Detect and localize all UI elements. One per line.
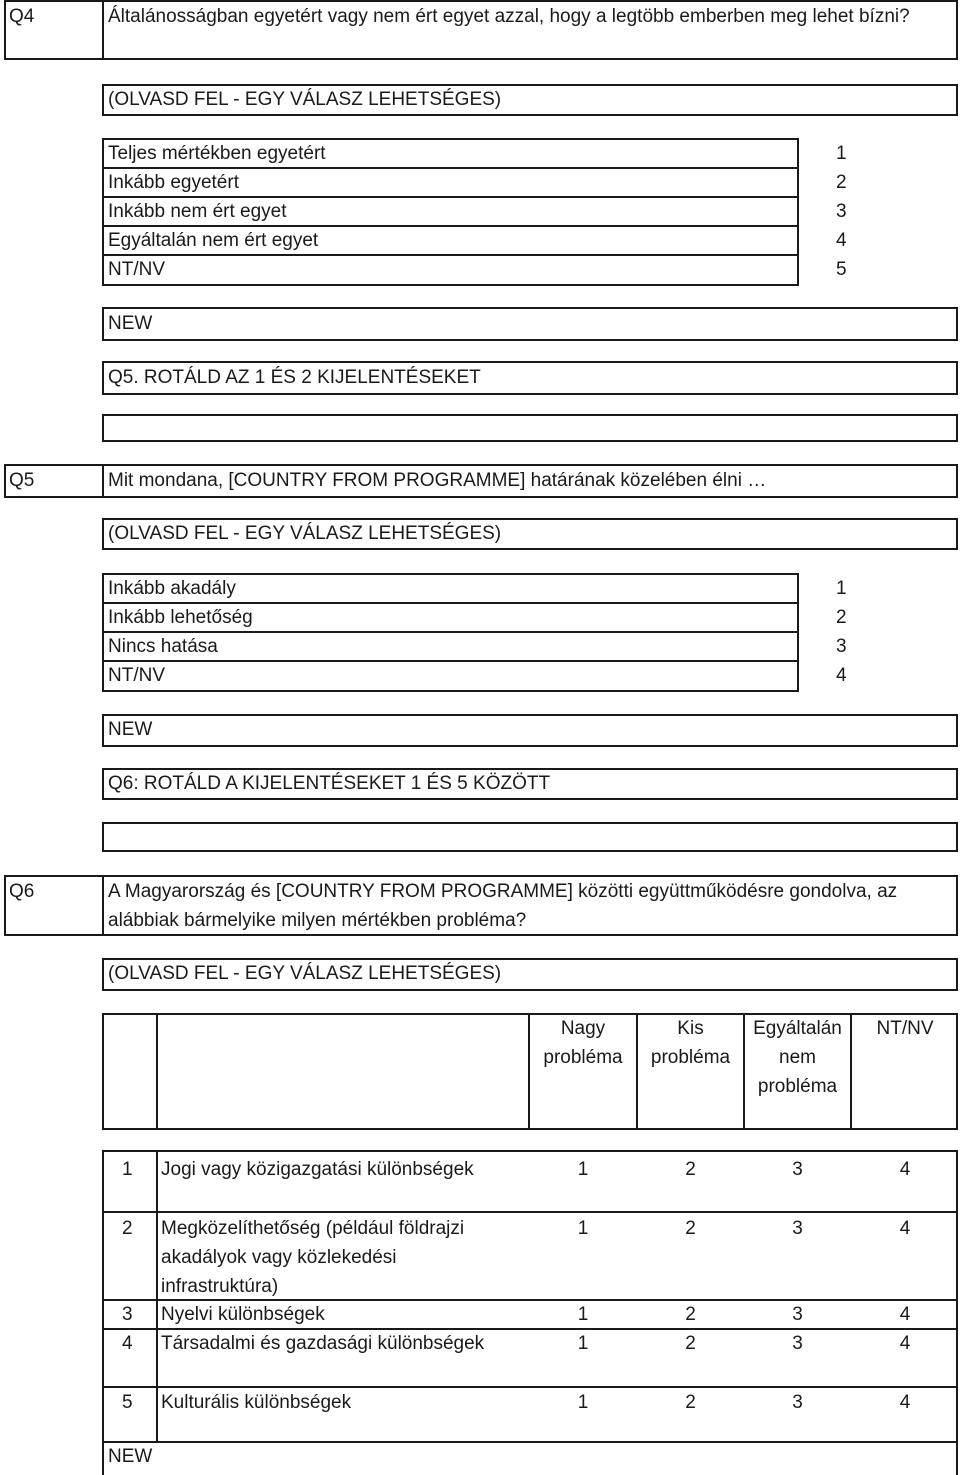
column-header-dk-na bbox=[852, 1014, 958, 1043]
row-number: 5 bbox=[122, 1392, 133, 1413]
answer-code: 4 bbox=[899, 1218, 911, 1239]
divider bbox=[156, 1150, 158, 1443]
q6-code: Q6 bbox=[9, 881, 35, 902]
row-number: 1 bbox=[122, 1159, 133, 1180]
row-label: infrastruktúra) bbox=[161, 1276, 279, 1297]
column-header-line: probléma bbox=[650, 1047, 731, 1068]
q5-option-code: 4 bbox=[836, 665, 847, 686]
row-number: 2 bbox=[122, 1218, 133, 1239]
q5-option-code: 2 bbox=[836, 607, 847, 628]
q4-code: Q4 bbox=[9, 6, 35, 27]
answer-code: 3 bbox=[792, 1159, 803, 1180]
column-header-no-problem bbox=[745, 1014, 850, 1101]
new-marker: NEW bbox=[108, 719, 153, 740]
row-label: Megközelíthetőség (például földrajzi bbox=[161, 1218, 465, 1239]
new-marker: NEW bbox=[108, 313, 153, 334]
q4-option-code: 5 bbox=[836, 259, 847, 280]
rotation-note-q6: Q6: ROTÁLD A KIJELENTÉSEKET 1 ÉS 5 KÖZÖTT bbox=[108, 773, 551, 794]
q6-question-line1: A Magyarország és [COUNTRY FROM PROGRAMME] közötti együttműködésre gondolva, az bbox=[108, 881, 898, 902]
q5-option-code: 1 bbox=[836, 578, 847, 599]
answer-code: 3 bbox=[792, 1304, 803, 1325]
row-label: Társadalmi és gazdasági különbségek bbox=[161, 1333, 485, 1354]
answer-code: 3 bbox=[792, 1392, 803, 1413]
q4-option-label: Inkább nem ért egyet bbox=[108, 201, 287, 222]
empty-cell bbox=[102, 822, 958, 852]
answer-code: 4 bbox=[899, 1304, 911, 1325]
column-header-line: Egyáltalán bbox=[753, 1018, 842, 1039]
answer-code: 1 bbox=[577, 1218, 589, 1239]
q6-instruction: (OLVASD FEL - EGY VÁLASZ LEHETSÉGES) bbox=[108, 963, 502, 984]
column-header-line: Kis bbox=[677, 1018, 704, 1039]
divider bbox=[156, 1013, 158, 1130]
q6-question-line2: alábbiak bármelyike milyen mértékben probléma? bbox=[108, 910, 527, 931]
q4-instruction: (OLVASD FEL - EGY VÁLASZ LEHETSÉGES) bbox=[108, 89, 502, 110]
q4-option-label: Inkább egyetért bbox=[108, 172, 239, 193]
answer-code: 2 bbox=[685, 1159, 696, 1180]
column-header-big-problem bbox=[530, 1014, 636, 1072]
answer-code: 2 bbox=[685, 1392, 696, 1413]
answer-code: 1 bbox=[577, 1392, 589, 1413]
q4-option-label: NT/NV bbox=[108, 259, 165, 280]
rotation-note-q5: Q5. ROTÁLD AZ 1 ÉS 2 KIJELENTÉSEKET bbox=[108, 367, 481, 388]
q4-option-code: 2 bbox=[836, 172, 847, 193]
q5-code: Q5 bbox=[9, 470, 35, 491]
q5-option-label: Nincs hatása bbox=[108, 636, 218, 657]
answer-code: 1 bbox=[577, 1333, 589, 1354]
q4-option-code: 4 bbox=[836, 230, 847, 251]
row-label: Nyelvi különbségek bbox=[161, 1304, 325, 1325]
answer-code: 4 bbox=[899, 1159, 911, 1180]
q5-option-label: Inkább lehetőség bbox=[108, 607, 253, 628]
column-header-line: nem bbox=[779, 1047, 816, 1068]
row-number: 4 bbox=[122, 1333, 133, 1354]
row-label: akadályok vagy közlekedési bbox=[161, 1247, 397, 1268]
answer-code: 3 bbox=[792, 1218, 803, 1239]
answer-code: 1 bbox=[577, 1159, 589, 1180]
answer-code: 1 bbox=[577, 1304, 589, 1325]
column-header-line: NT/NV bbox=[876, 1018, 934, 1039]
row-label: Jogi vagy közigazgatási különbségek bbox=[161, 1159, 474, 1180]
q4-option-code: 3 bbox=[836, 201, 847, 222]
answer-code: 2 bbox=[685, 1304, 696, 1325]
new-marker-cell bbox=[102, 714, 958, 747]
q5-option-label: NT/NV bbox=[108, 665, 165, 686]
q5-option-code: 3 bbox=[836, 636, 847, 657]
answer-code: 4 bbox=[899, 1392, 911, 1413]
answer-code: 2 bbox=[685, 1333, 696, 1354]
new-marker-cell bbox=[102, 307, 958, 341]
q5-instruction: (OLVASD FEL - EGY VÁLASZ LEHETSÉGES) bbox=[108, 523, 502, 544]
answer-code: 3 bbox=[792, 1333, 803, 1354]
column-header-line: probléma bbox=[543, 1047, 623, 1068]
q5-option-label: Inkább akadály bbox=[108, 578, 236, 599]
row-label: Kulturális különbségek bbox=[161, 1392, 352, 1413]
q4-question-text: Általánosságban egyetért vagy nem ért egyet azzal, hogy a legtöbb emberben meg lehet bízni? bbox=[108, 6, 910, 27]
new-marker: NEW bbox=[108, 1446, 153, 1467]
column-header-small-problem bbox=[638, 1014, 743, 1072]
q5-question-text: Mit mondana, [COUNTRY FROM PROGRAMME] határának közelében élni … bbox=[108, 470, 767, 491]
answer-code: 2 bbox=[685, 1218, 696, 1239]
q4-option-label: Egyáltalán nem ért egyet bbox=[108, 230, 319, 251]
new-marker-cell bbox=[102, 1441, 958, 1475]
column-header-line: probléma bbox=[757, 1076, 838, 1097]
q4-option-code: 1 bbox=[836, 143, 847, 164]
column-header-line: Nagy bbox=[560, 1018, 606, 1039]
q4-option-label: Teljes mértékben egyetért bbox=[108, 143, 326, 164]
divider bbox=[102, 1211, 958, 1213]
answer-code: 4 bbox=[899, 1333, 911, 1354]
row-number: 3 bbox=[122, 1304, 133, 1325]
empty-cell bbox=[102, 414, 958, 442]
